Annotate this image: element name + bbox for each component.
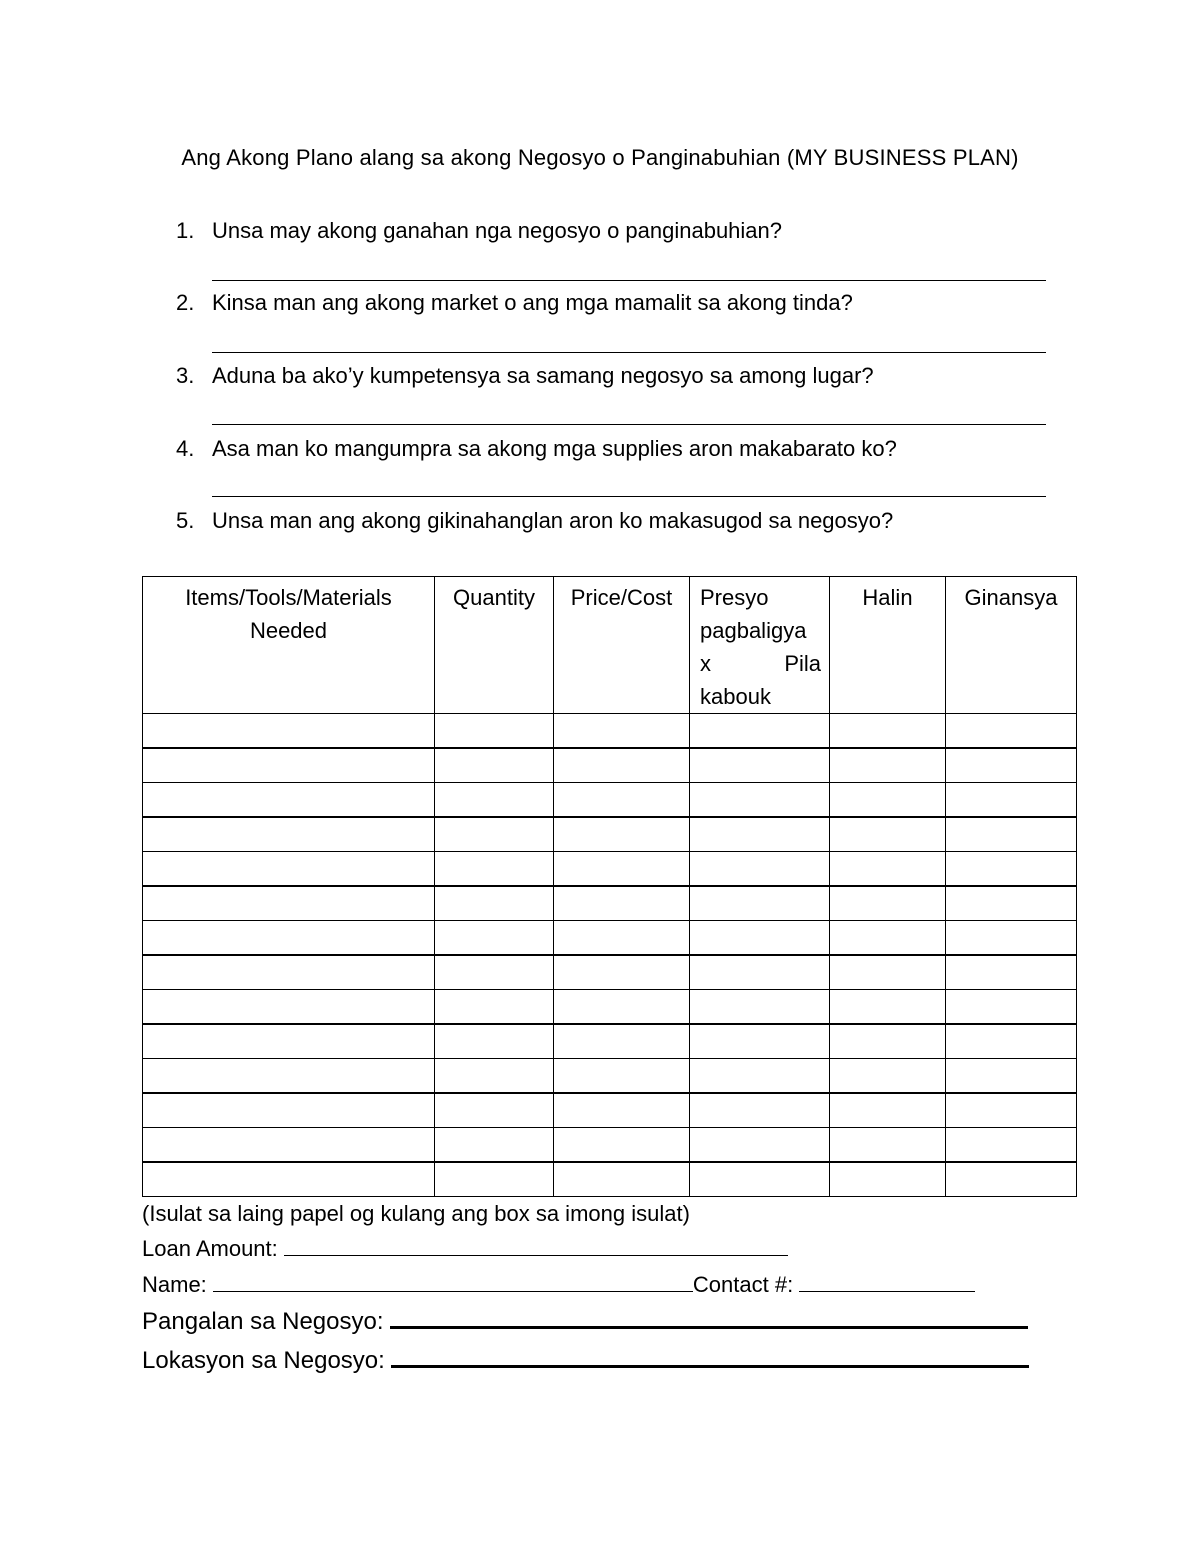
cell-price[interactable] (554, 886, 690, 921)
cell-items[interactable] (143, 714, 435, 749)
loan-amount-row (142, 1236, 788, 1262)
cell-ginansya[interactable] (946, 886, 1077, 921)
name-contact-row (142, 1272, 975, 1298)
header-price: Price/Cost (554, 577, 690, 714)
cell-quantity[interactable] (435, 1024, 554, 1059)
table-row (143, 714, 1077, 749)
materials-table (142, 576, 1077, 1197)
cell-presyo[interactable] (690, 921, 830, 956)
footer-note: (Isulat sa laing papel og kulang ang box sa imong isulat) (142, 1201, 690, 1226)
cell-ginansya[interactable] (946, 955, 1077, 990)
business-location-row (142, 1347, 1029, 1375)
cell-ginansya[interactable] (946, 1128, 1077, 1163)
cell-quantity[interactable] (435, 886, 554, 921)
table-row (143, 1024, 1077, 1059)
cell-ginansya[interactable] (946, 714, 1077, 749)
header-presyo (690, 577, 830, 714)
business-name-field[interactable] (390, 1308, 1028, 1329)
cell-quantity[interactable] (435, 852, 554, 887)
name-label: Name: (142, 1272, 207, 1297)
cell-items[interactable] (143, 748, 435, 783)
question-number: 4. (176, 436, 195, 461)
cell-price[interactable] (554, 748, 690, 783)
cell-price[interactable] (554, 955, 690, 990)
header-items-line1: Items/Tools/Materials (185, 585, 392, 610)
cell-presyo[interactable] (690, 1024, 830, 1059)
table-row (143, 886, 1077, 921)
cell-halin[interactable] (830, 783, 946, 818)
cell-ginansya[interactable] (946, 1162, 1077, 1197)
business-location-label: Lokasyon sa Negosyo: (142, 1347, 385, 1374)
cell-quantity[interactable] (435, 748, 554, 783)
question-number: 1. (176, 218, 195, 243)
cell-ginansya[interactable] (946, 921, 1077, 956)
table-row (143, 1128, 1077, 1163)
header-items (143, 577, 435, 714)
business-name-label: Pangalan sa Negosyo: (142, 1308, 384, 1335)
cell-quantity[interactable] (435, 921, 554, 956)
cell-ginansya[interactable] (946, 1093, 1077, 1128)
business-location-field[interactable] (391, 1347, 1029, 1368)
cell-price[interactable] (554, 1093, 690, 1128)
cell-price[interactable] (554, 1128, 690, 1163)
cell-quantity[interactable] (435, 1093, 554, 1128)
cell-price[interactable] (554, 852, 690, 887)
cell-presyo[interactable] (690, 990, 830, 1025)
cell-presyo[interactable] (690, 748, 830, 783)
table-body (143, 714, 1077, 1197)
cell-items[interactable] (143, 1162, 435, 1197)
cell-price[interactable] (554, 1162, 690, 1197)
table-row (143, 1059, 1077, 1094)
table-row (143, 852, 1077, 887)
table-row (143, 748, 1077, 783)
cell-quantity[interactable] (435, 1128, 554, 1163)
header-presyo-line3 (700, 647, 821, 680)
cell-items[interactable] (143, 817, 435, 852)
cell-items[interactable] (143, 886, 435, 921)
cell-items[interactable] (143, 1024, 435, 1059)
cell-price[interactable] (554, 990, 690, 1025)
question-text: Aduna ba ako’y kumpetensya sa samang negosyo sa among lugar? (212, 363, 874, 388)
header-items-line2: Needed (249, 618, 328, 643)
question-1 (176, 218, 782, 244)
question-text: Unsa man ang akong gikinahanglan aron ko makasugod sa negosyo? (212, 508, 894, 533)
answer-line-4[interactable] (212, 496, 1046, 497)
table-row (143, 817, 1077, 852)
answer-line-1[interactable] (212, 280, 1046, 281)
cell-ginansya[interactable] (946, 817, 1077, 852)
cell-quantity[interactable] (435, 1162, 554, 1197)
cell-halin[interactable] (830, 748, 946, 783)
loan-amount-field[interactable] (284, 1237, 788, 1256)
cell-items[interactable] (143, 852, 435, 887)
name-field[interactable] (213, 1273, 693, 1292)
cell-halin[interactable] (830, 886, 946, 921)
cell-halin[interactable] (830, 714, 946, 749)
document-title: Ang Akong Plano alang sa akong Negosyo o Panginabuhian (MY BUSINESS PLAN) (181, 145, 1019, 170)
question-text: Kinsa man ang akong market o ang mga mamalit sa akong tinda? (212, 290, 853, 315)
cell-halin[interactable] (830, 852, 946, 887)
table-header-row (143, 577, 1077, 714)
cell-halin[interactable] (830, 1059, 946, 1094)
cell-quantity[interactable] (435, 783, 554, 818)
cell-quantity[interactable] (435, 817, 554, 852)
header-presyo-pila: Pila (784, 651, 821, 676)
cell-halin[interactable] (830, 817, 946, 852)
cell-halin[interactable] (830, 1128, 946, 1163)
answer-line-2[interactable] (212, 352, 1046, 353)
header-halin: Halin (830, 577, 946, 714)
answer-line-3[interactable] (212, 424, 1046, 425)
question-number: 3. (176, 363, 195, 388)
question-3 (176, 363, 874, 389)
table-row (143, 1162, 1077, 1197)
cell-halin[interactable] (830, 1093, 946, 1128)
cell-halin[interactable] (830, 1024, 946, 1059)
cell-halin[interactable] (830, 990, 946, 1025)
cell-items[interactable] (143, 990, 435, 1025)
cell-items[interactable] (143, 955, 435, 990)
question-text: Unsa may akong ganahan nga negosyo o panginabuhian? (212, 218, 783, 243)
cell-ginansya[interactable] (946, 748, 1077, 783)
cell-price[interactable] (554, 714, 690, 749)
cell-items[interactable] (143, 1128, 435, 1163)
header-ginansya: Ginansya (946, 577, 1077, 714)
header-presyo-line4: kabouk (700, 684, 771, 709)
cell-presyo[interactable] (690, 955, 830, 990)
cell-items[interactable] (143, 921, 435, 956)
contact-field[interactable] (799, 1273, 975, 1292)
cell-price[interactable] (554, 817, 690, 852)
cell-items[interactable] (143, 783, 435, 818)
header-quantity: Quantity (435, 577, 554, 714)
header-presyo-x: x (700, 651, 711, 676)
cell-price[interactable] (554, 1059, 690, 1094)
cell-presyo[interactable] (690, 1128, 830, 1163)
cell-quantity[interactable] (435, 990, 554, 1025)
table-row (143, 1093, 1077, 1128)
question-number: 5. (176, 508, 195, 533)
cell-quantity[interactable] (435, 714, 554, 749)
table-row (143, 990, 1077, 1025)
cell-price[interactable] (554, 1024, 690, 1059)
header-presyo-line1: Presyo (700, 585, 769, 610)
question-2 (176, 290, 853, 316)
cell-price[interactable] (554, 783, 690, 818)
cell-halin[interactable] (830, 921, 946, 956)
cell-presyo[interactable] (690, 1059, 830, 1094)
question-number: 2. (176, 290, 195, 315)
table-row (143, 955, 1077, 990)
cell-items[interactable] (143, 1093, 435, 1128)
cell-presyo[interactable] (690, 783, 830, 818)
business-name-row (142, 1308, 1028, 1336)
table-row (143, 921, 1077, 956)
header-presyo-line2: pagbaligya (700, 618, 807, 643)
cell-halin[interactable] (830, 1162, 946, 1197)
cell-ginansya[interactable] (946, 1024, 1077, 1059)
question-5 (176, 508, 893, 534)
cell-quantity[interactable] (435, 955, 554, 990)
cell-ginansya[interactable] (946, 990, 1077, 1025)
cell-presyo[interactable] (690, 1093, 830, 1128)
cell-ginansya[interactable] (946, 1059, 1077, 1094)
question-text: Asa man ko mangumpra sa akong mga supplies aron makabarato ko? (212, 436, 897, 461)
cell-presyo[interactable] (690, 1162, 830, 1197)
contact-label: Contact #: (692, 1272, 794, 1297)
cell-price[interactable] (554, 921, 690, 956)
cell-presyo[interactable] (690, 817, 830, 852)
cell-quantity[interactable] (435, 1059, 554, 1094)
cell-ginansya[interactable] (946, 852, 1077, 887)
question-4 (176, 436, 897, 462)
cell-presyo[interactable] (690, 714, 830, 749)
cell-presyo[interactable] (690, 852, 830, 887)
loan-amount-label: Loan Amount: (142, 1236, 278, 1261)
cell-ginansya[interactable] (946, 783, 1077, 818)
table-row (143, 783, 1077, 818)
cell-presyo[interactable] (690, 886, 830, 921)
cell-halin[interactable] (830, 955, 946, 990)
cell-items[interactable] (143, 1059, 435, 1094)
